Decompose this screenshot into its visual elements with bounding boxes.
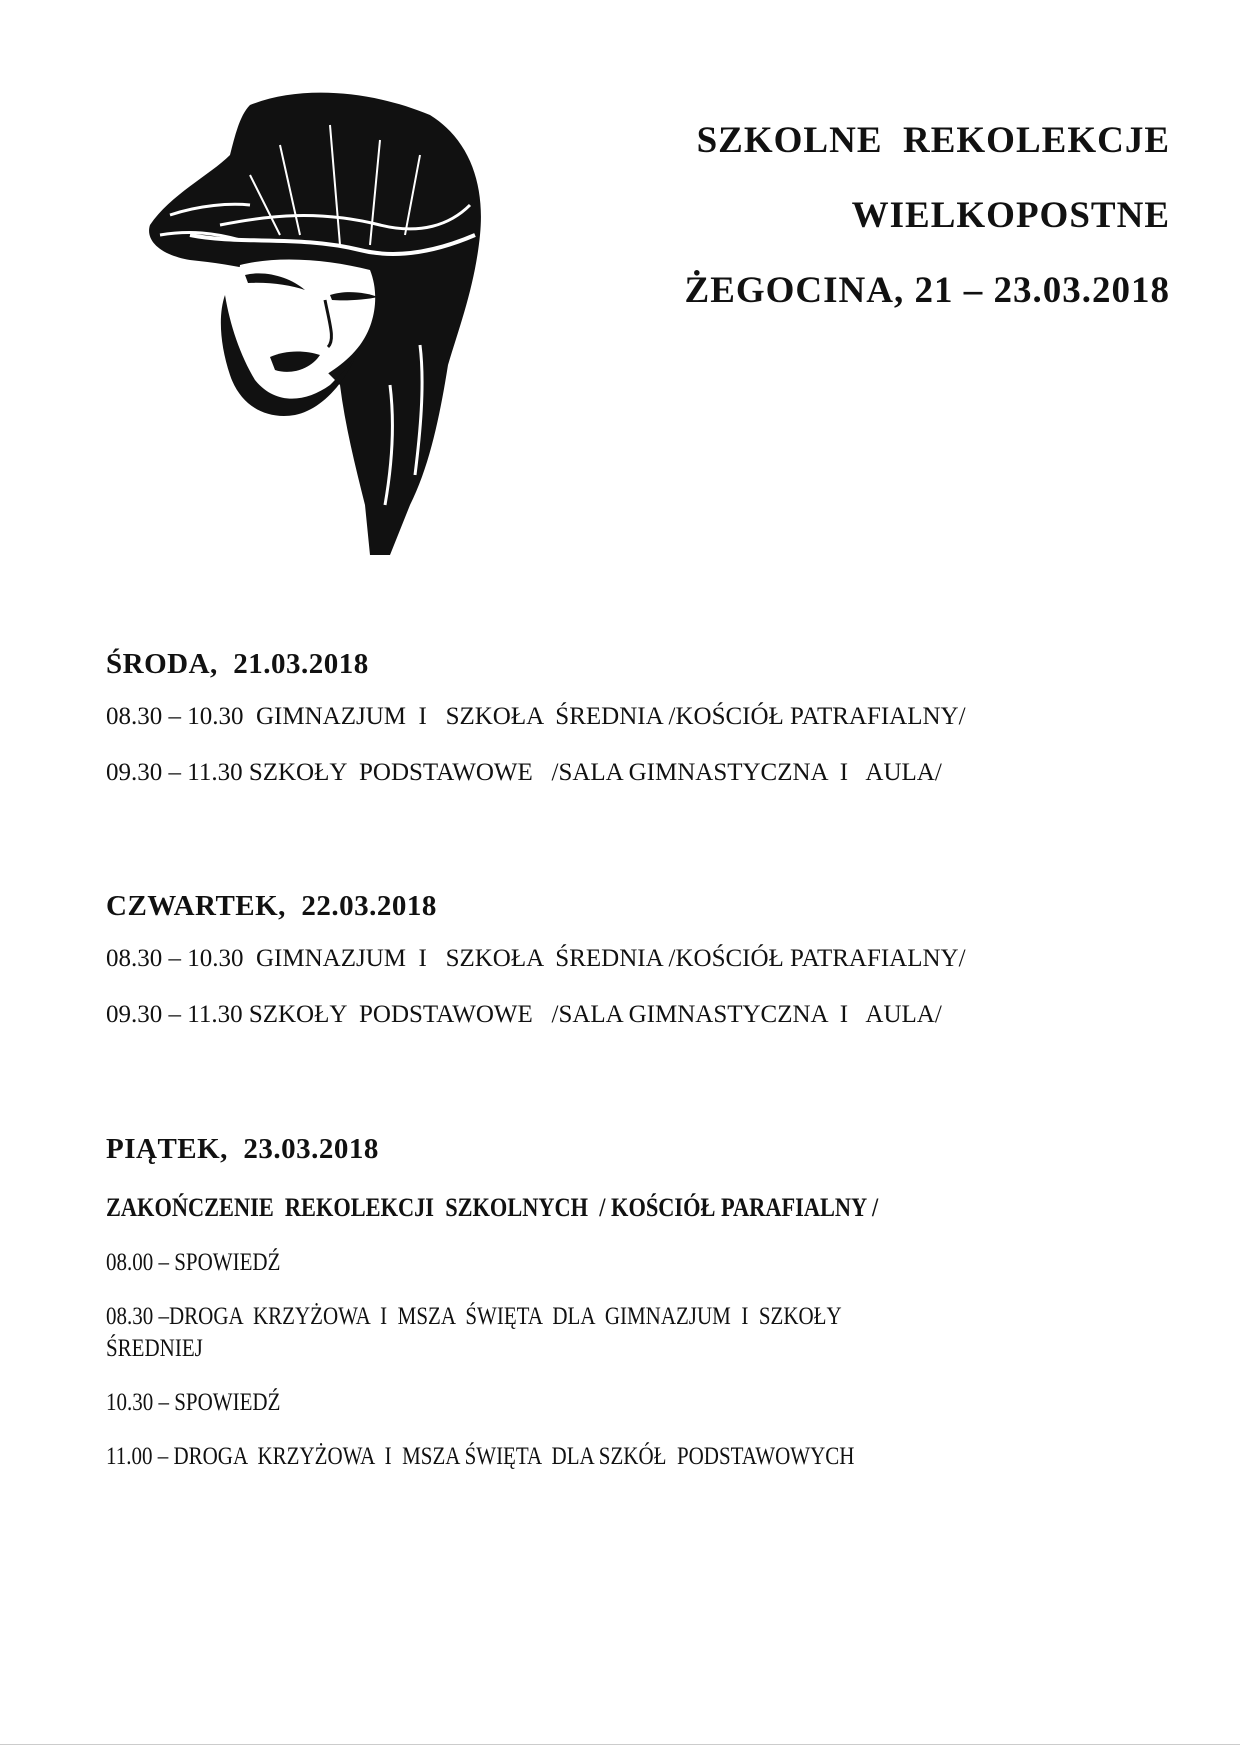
schedule-entry-continuation: ŚREDNIEJ	[106, 1335, 203, 1362]
day-heading: ŚRODA, 21.03.2018	[106, 648, 369, 680]
title-line-2: WIELKOPOSTNE	[851, 195, 1170, 236]
day-section-thursday	[106, 890, 966, 1029]
jesus-crown-of-thorns-icon	[130, 85, 510, 575]
day-section-wednesday	[106, 648, 966, 787]
schedule-entry: 08.30 – 10.30 GIMNAZJUM I SZKOŁA ŚREDNIA /KOŚCIÓŁ PATRAFIALNY/	[106, 703, 966, 730]
schedule-entry: 08.30 – 10.30 GIMNAZJUM I SZKOŁA ŚREDNIA /KOŚCIÓŁ PATRAFIALNY/	[106, 945, 966, 972]
schedule-entry: 08.30 –DROGA KRZYŻOWA I MSZA ŚWIĘTA DLA GIMNAZJUM I SZKOŁY	[106, 1303, 842, 1330]
schedule-entry: 09.30 – 11.30 SZKOŁY PODSTAWOWE /SALA GIMNASTYCZNA I AULA/	[106, 759, 942, 786]
title-line-1: SZKOLNE REKOLEKCJE	[696, 120, 1170, 161]
title-block	[685, 122, 1170, 309]
schedule-entry: 11.00 – DROGA KRZYŻOWA I MSZA ŚWIĘTA DLA SZKÓŁ PODSTAWOWYCH	[106, 1443, 855, 1470]
schedule-entry: 10.30 – SPOWIEDŹ	[106, 1389, 281, 1416]
scan-edge	[0, 1744, 1240, 1745]
day-section-friday	[106, 1133, 1004, 1471]
day-heading: CZWARTEK, 22.03.2018	[106, 890, 437, 922]
day-heading: PIĄTEK, 23.03.2018	[106, 1133, 379, 1165]
schedule-entry: 09.30 – 11.30 SZKOŁY PODSTAWOWE /SALA GIMNASTYCZNA I AULA/	[106, 1001, 942, 1028]
day-subheading: ZAKOŃCZENIE REKOLEKCJI SZKOLNYCH / KOŚCIÓŁ PARAFIALNY /	[106, 1193, 879, 1222]
schedule-entry: 08.00 – SPOWIEDŹ	[106, 1249, 281, 1276]
title-line-3: ŻEGOCINA, 21 – 23.03.2018	[684, 270, 1170, 311]
